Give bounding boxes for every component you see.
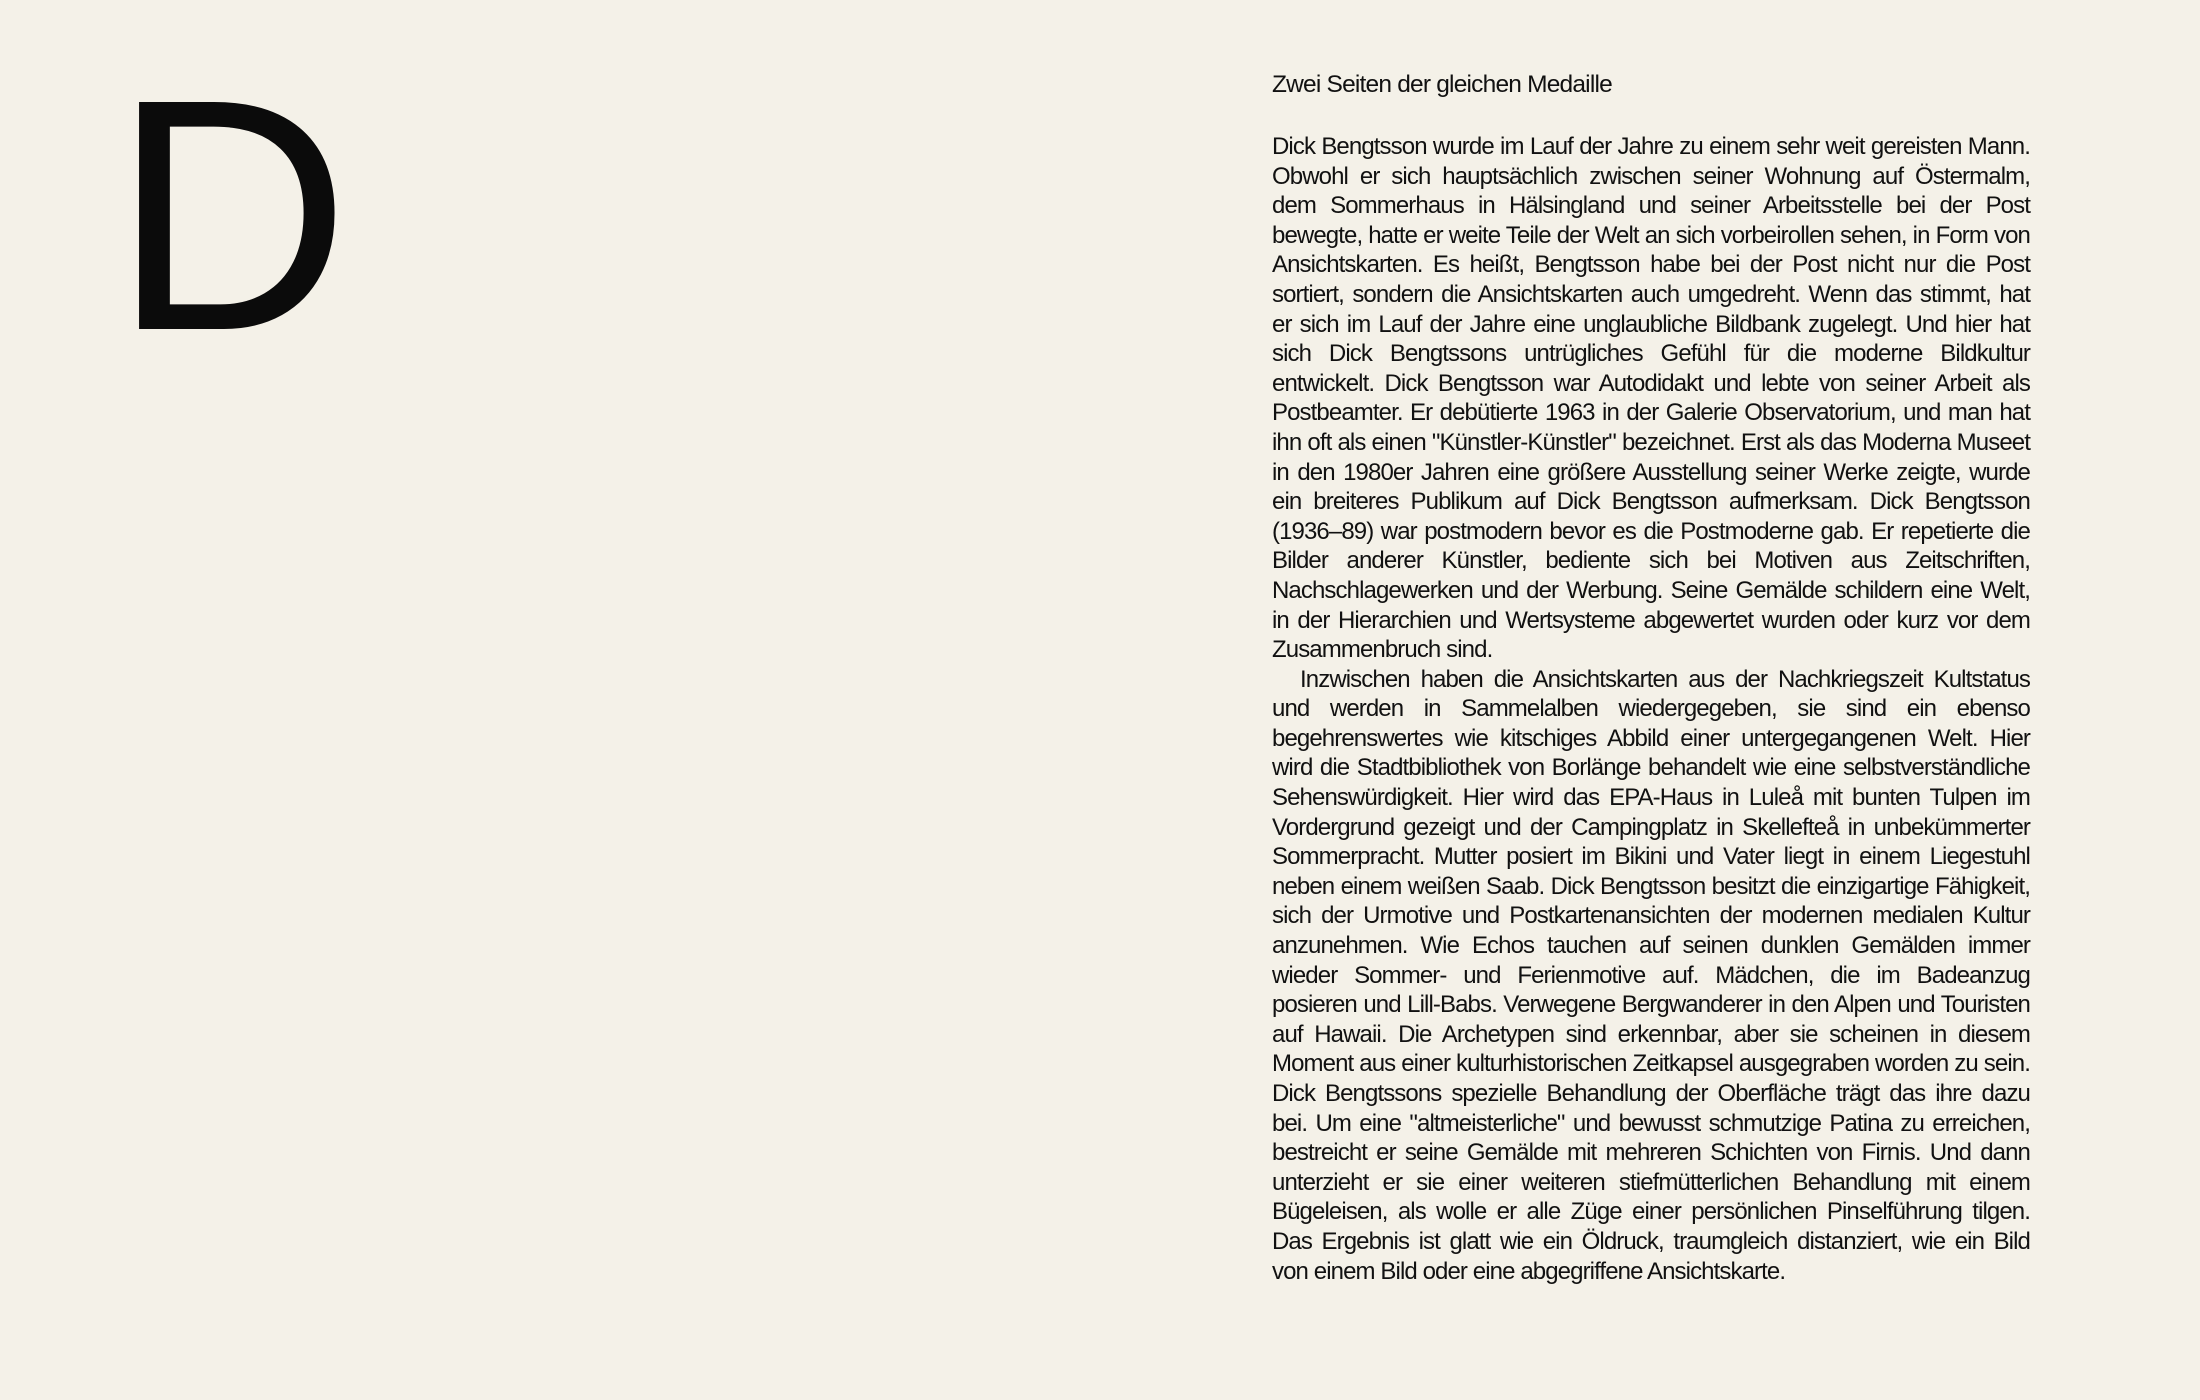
drop-letter: D [112,30,347,399]
article-column [1272,68,2030,1286]
article-paragraph: Dick Bengtsson wurde im Lauf der Jahre zu einem sehr weit gereisten Mann. Obwohl er sich hauptsächlich zwischen seiner Wohnung auf Östermalm, dem Sommerhaus in Hälsingland und seiner Arbeitsstelle bei der Post bewegte, hatte er weite Teile der Welt an sich vorbeirollen sehen, in Form von Ansichtskarten. Es heißt, Bengtsson habe bei der Post nicht nur die Post sortiert, sondern die Ansichtskarten auch umgedreht. Wenn das stimmt, hat er sich im Lauf der Jahre eine unglaubliche Bildbank zugelegt. Und hier hat sich Dick Bengtssons untrügliches Gefühl für die moderne Bildkultur entwickelt. Dick Bengtsson war Autodidakt und lebte von seiner Arbeit als Postbeamter. Er debütierte 1963 in der Galerie Observatorium, und man hat ihn oft als einen "Künstler-Künstler" bezeichnet. Erst als das Moderna Museet in den 1980er Jahren eine größere Ausstellung seiner Werke zeigte, wurde ein breiteres Publikum auf Dick Bengtsson aufmerksam. Dick Bengtsson (1936–89) war postmodern bevor es die Postmoderne gab. Er repetierte die Bilder anderer Künstler, bediente sich bei Motiven aus Zeitschriften, Nachschlagewerken und der Werbung. Seine Gemälde schildern eine Welt, in der Hierarchien und Wertsysteme abgewertet wurden oder kurz vor dem Zusammenbruch sind. [1272,133,2030,664]
article-heading: Zwei Seiten der gleichen Medaille [1272,71,1612,98]
article-paragraph: Inzwischen haben die Ansichtskarten aus der Nachkriegszeit Kultstatus und werden in Sammelalben wiedergegeben, sie sind ein ebenso begehrenswertes wie kitschiges Abbild einer untergegangenen Welt. Hier wird die Stadtbibliothek von Borlänge behandelt wie eine selbstverständliche Sehenswürdigkeit. Hier wird das EPA-Haus in Luleå mit bunten Tulpen im Vordergrund gezeigt und der Campingplatz in Skellefteå in unbekümmerter Sommerpracht. Mutter posiert im Bikini und Vater liegt in einem Liegestuhl neben einem weißen Saab. Dick Bengtsson besitzt die einzigartige Fähigkeit, sich der Urmotive und Postkartenansichten der modernen medialen Kultur anzunehmen. Wie Echos tauchen auf seinen dunklen Gemälden immer wieder Sommer- und Ferienmotive auf. Mädchen, die im Badeanzug posieren und Lill-Babs. Verwegene Bergwanderer in den Alpen und Touristen auf Hawaii. Die Archetypen sind erkennbar, aber sie scheinen in diesem Moment aus einer kulturhistorischen Zeitkapsel ausgegraben worden zu sein. Dick Bengtssons spezielle Behandlung der Oberfläche trägt das ihre dazu bei. Um eine "altmeisterliche" und bewusst schmutzige Patina zu erreichen, bestreicht er seine Gemälde mit mehreren Schichten von Firnis. Und dann unterzieht er sie einer weiteren stiefmütterlichen Behandlung mit einem Bügeleisen, als wolle er alle Züge einer persönlichen Pinselführung tilgen. Das Ergebnis ist glatt wie ein Öldruck, traumgleich distanziert, wie ein Bild von einem Bild oder eine abgegriffene Ansichtskarte. [1272,665,2030,1285]
